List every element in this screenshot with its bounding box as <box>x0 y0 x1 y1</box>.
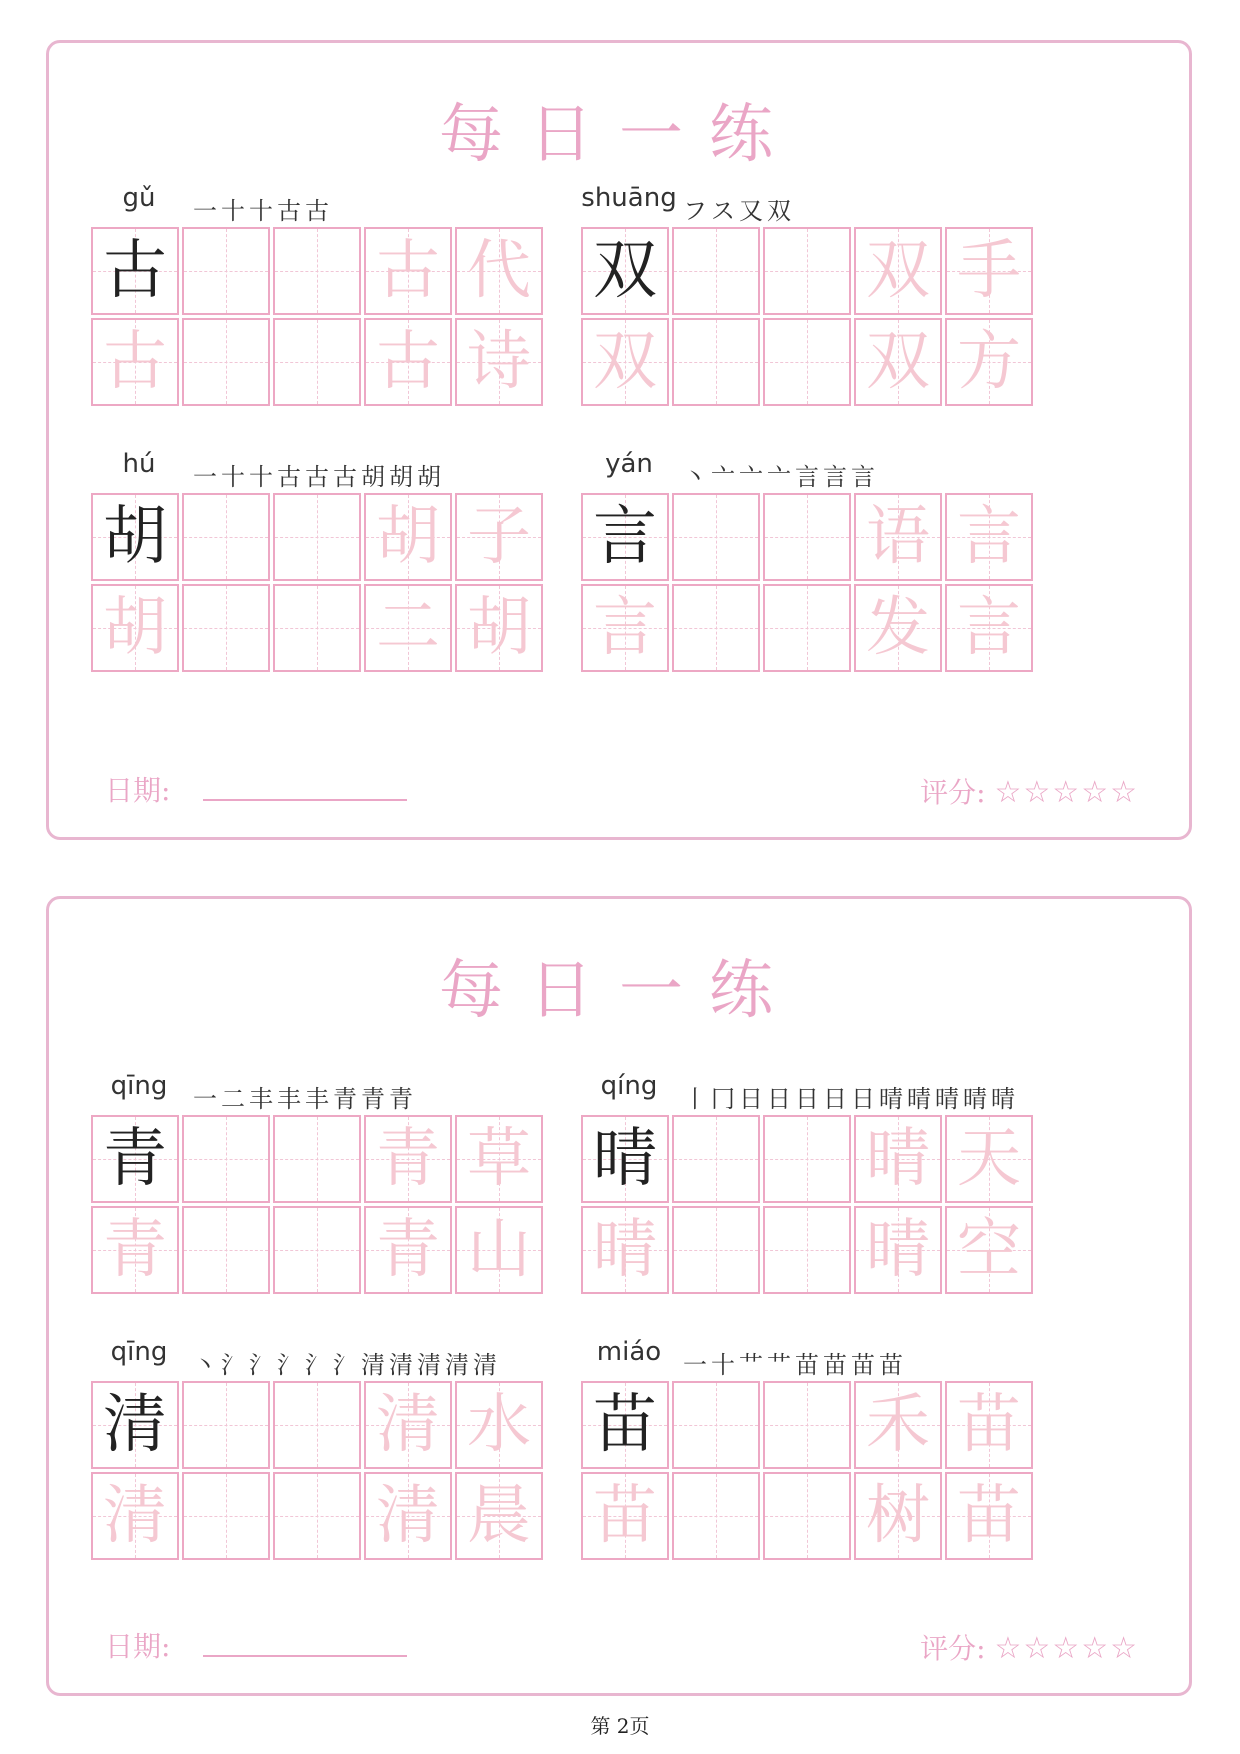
trace-cell[interactable] <box>364 318 452 406</box>
stroke-step: 一 <box>193 1085 217 1113</box>
blank-practice-cell[interactable] <box>182 584 270 672</box>
pinyin-label: gǔ <box>122 183 156 213</box>
character-block <box>581 1071 1077 1311</box>
trace-character: 清 <box>376 1479 440 1553</box>
trace-cell[interactable] <box>854 227 942 315</box>
trace-character: 胡 <box>103 591 167 665</box>
stroke-order <box>193 1345 501 1380</box>
stroke-step: 二 <box>221 1085 245 1113</box>
trace-cell[interactable] <box>455 1472 543 1560</box>
trace-character: 苗 <box>957 1479 1021 1553</box>
star-rating[interactable]: ☆☆☆☆☆ <box>994 775 1139 810</box>
trace-character: 山 <box>467 1213 531 1287</box>
stroke-step: 双 <box>767 197 791 225</box>
trace-character: 言 <box>957 500 1021 574</box>
stroke-step: 胡 <box>361 463 385 491</box>
trace-cell[interactable] <box>945 1115 1033 1203</box>
score-area <box>920 771 1139 811</box>
trace-cell[interactable] <box>945 493 1033 581</box>
blank-practice-cell[interactable] <box>182 318 270 406</box>
trace-character: 发 <box>866 591 930 665</box>
trace-cell[interactable] <box>581 318 669 406</box>
stroke-step: 十 <box>711 1351 735 1379</box>
trace-cell[interactable] <box>364 584 452 672</box>
stroke-step: 亠 <box>767 463 791 491</box>
blank-practice-cell[interactable] <box>273 318 361 406</box>
stroke-step: 丶 <box>193 1351 217 1379</box>
stroke-step: 氵 <box>305 1351 329 1379</box>
stroke-step: 氵 <box>333 1351 357 1379</box>
stroke-step: 古 <box>277 463 301 491</box>
trace-character: 禾 <box>866 1388 930 1462</box>
trace-cell[interactable] <box>455 1381 543 1469</box>
blank-practice-cell[interactable] <box>672 227 760 315</box>
character-block <box>91 1071 587 1311</box>
trace-character: 胡 <box>467 591 531 665</box>
stroke-step: 氵 <box>249 1351 273 1379</box>
blank-practice-cell[interactable] <box>273 1115 361 1203</box>
trace-cell[interactable] <box>945 1381 1033 1469</box>
character-block <box>91 1337 587 1577</box>
blank-practice-cell[interactable] <box>273 1206 361 1294</box>
model-character: 双 <box>593 234 657 308</box>
stroke-step: 十 <box>221 463 245 491</box>
trace-character: 晨 <box>467 1479 531 1553</box>
stroke-step: 日 <box>823 1085 847 1113</box>
stroke-step: 丶 <box>683 463 707 491</box>
stroke-step: 言 <box>823 463 847 491</box>
trace-cell[interactable] <box>945 1472 1033 1560</box>
trace-cell[interactable] <box>455 1206 543 1294</box>
trace-character: 方 <box>957 325 1021 399</box>
trace-character: 古 <box>103 325 167 399</box>
stroke-step: 亠 <box>739 463 763 491</box>
trace-character: 诗 <box>467 325 531 399</box>
model-character: 胡 <box>103 500 167 574</box>
model-character-cell[interactable] <box>91 1381 179 1469</box>
trace-character: 晴 <box>866 1122 930 1196</box>
trace-cell[interactable] <box>455 1115 543 1203</box>
trace-cell[interactable] <box>364 1472 452 1560</box>
stroke-order <box>683 1345 907 1380</box>
blank-practice-cell[interactable] <box>763 227 851 315</box>
blank-practice-cell[interactable] <box>182 1206 270 1294</box>
practice-card <box>46 896 1192 1696</box>
stroke-step: 清 <box>473 1351 497 1379</box>
stroke-step: 冂 <box>711 1085 735 1113</box>
blank-practice-cell[interactable] <box>672 318 760 406</box>
trace-cell[interactable] <box>854 1472 942 1560</box>
star-rating[interactable]: ☆☆☆☆☆ <box>994 1631 1139 1666</box>
trace-cell[interactable] <box>581 1472 669 1560</box>
stroke-step: 言 <box>795 463 819 491</box>
trace-character: 双 <box>866 325 930 399</box>
trace-cell[interactable] <box>364 227 452 315</box>
stroke-step: 日 <box>739 1085 763 1113</box>
stroke-step: 言 <box>851 463 875 491</box>
trace-character: 树 <box>866 1479 930 1553</box>
blank-practice-cell[interactable] <box>672 1472 760 1560</box>
trace-character: 天 <box>957 1122 1021 1196</box>
trace-character: 双 <box>593 325 657 399</box>
trace-character: 晴 <box>866 1213 930 1287</box>
stroke-step: 艹 <box>767 1351 791 1379</box>
stroke-step: 苗 <box>823 1351 847 1379</box>
stroke-step: ス <box>711 197 735 225</box>
trace-cell[interactable] <box>91 318 179 406</box>
stroke-step: 十 <box>249 463 273 491</box>
blank-practice-cell[interactable] <box>763 584 851 672</box>
date-input-line[interactable] <box>203 1655 407 1657</box>
trace-cell[interactable] <box>581 584 669 672</box>
pinyin-label: miáo <box>596 1337 662 1367</box>
stroke-step: 青 <box>361 1085 385 1113</box>
trace-character: 代 <box>467 234 531 308</box>
stroke-step: 氵 <box>277 1351 301 1379</box>
model-character: 晴 <box>593 1122 657 1196</box>
pinyin-label: yán <box>605 449 653 479</box>
blank-practice-cell[interactable] <box>182 1115 270 1203</box>
stroke-step: 晴 <box>907 1085 931 1113</box>
trace-character: 子 <box>467 500 531 574</box>
stroke-order <box>193 1079 417 1114</box>
trace-character: 古 <box>376 325 440 399</box>
model-character-cell[interactable] <box>581 1115 669 1203</box>
model-character: 清 <box>103 1388 167 1462</box>
trace-character: 言 <box>593 591 657 665</box>
blank-practice-cell[interactable] <box>273 1381 361 1469</box>
trace-character: 语 <box>866 500 930 574</box>
trace-character: 清 <box>103 1479 167 1553</box>
trace-cell[interactable] <box>364 1115 452 1203</box>
blank-practice-cell[interactable] <box>672 584 760 672</box>
trace-cell[interactable] <box>455 493 543 581</box>
trace-cell[interactable] <box>455 227 543 315</box>
score-label: 评分: <box>920 776 986 809</box>
trace-character: 草 <box>467 1122 531 1196</box>
stroke-step: 古 <box>305 197 329 225</box>
trace-cell[interactable] <box>945 1206 1033 1294</box>
trace-cell[interactable] <box>91 584 179 672</box>
blank-practice-cell[interactable] <box>672 493 760 581</box>
blank-practice-cell[interactable] <box>273 227 361 315</box>
card-title: 每日一练 <box>439 98 799 172</box>
stroke-step: 青 <box>389 1085 413 1113</box>
blank-practice-cell[interactable] <box>273 584 361 672</box>
blank-practice-cell[interactable] <box>763 1381 851 1469</box>
blank-practice-cell[interactable] <box>273 1472 361 1560</box>
blank-practice-cell[interactable] <box>182 227 270 315</box>
pinyin-label: qíng <box>600 1071 658 1101</box>
stroke-step: 丨 <box>683 1085 707 1113</box>
character-block <box>91 449 587 689</box>
trace-cell[interactable] <box>945 318 1033 406</box>
blank-practice-cell[interactable] <box>672 1115 760 1203</box>
blank-practice-cell[interactable] <box>763 1472 851 1560</box>
date-input-line[interactable] <box>203 799 407 801</box>
blank-practice-cell[interactable] <box>763 1115 851 1203</box>
stroke-step: 胡 <box>389 463 413 491</box>
trace-cell[interactable] <box>854 1206 942 1294</box>
stroke-order <box>683 191 795 226</box>
trace-character: 二 <box>376 591 440 665</box>
pinyin-label: hú <box>122 449 156 479</box>
blank-practice-cell[interactable] <box>182 1381 270 1469</box>
trace-cell[interactable] <box>854 1115 942 1203</box>
card-title: 每日一练 <box>439 954 799 1028</box>
stroke-step: 古 <box>277 197 301 225</box>
trace-cell[interactable] <box>91 1206 179 1294</box>
trace-cell[interactable] <box>455 584 543 672</box>
blank-practice-cell[interactable] <box>273 493 361 581</box>
model-character-cell[interactable] <box>581 493 669 581</box>
stroke-step: 丰 <box>277 1085 301 1113</box>
date-label: 日期: <box>105 1630 171 1663</box>
stroke-step: 十 <box>249 197 273 225</box>
stroke-step: 一 <box>193 197 217 225</box>
trace-character: 胡 <box>376 500 440 574</box>
character-block <box>581 183 1077 423</box>
model-character: 言 <box>593 500 657 574</box>
blank-practice-cell[interactable] <box>763 1206 851 1294</box>
blank-practice-cell[interactable] <box>763 493 851 581</box>
stroke-step: 青 <box>333 1085 357 1113</box>
stroke-order <box>683 457 879 492</box>
stroke-step: 晴 <box>935 1085 959 1113</box>
trace-cell[interactable] <box>945 227 1033 315</box>
pinyin-label: qīng <box>110 1337 168 1367</box>
stroke-step: 古 <box>305 463 329 491</box>
stroke-step: 艹 <box>739 1351 763 1379</box>
trace-character: 清 <box>376 1388 440 1462</box>
score-label: 评分: <box>920 1632 986 1665</box>
stroke-step: 晴 <box>963 1085 987 1113</box>
trace-cell[interactable] <box>581 1206 669 1294</box>
stroke-step: 丰 <box>305 1085 329 1113</box>
character-block <box>91 183 587 423</box>
stroke-step: 一 <box>683 1351 707 1379</box>
stroke-step: 一 <box>193 463 217 491</box>
stroke-step: 丰 <box>249 1085 273 1113</box>
model-character: 古 <box>103 234 167 308</box>
model-character-cell[interactable] <box>91 493 179 581</box>
trace-character: 晴 <box>593 1213 657 1287</box>
trace-character: 言 <box>957 591 1021 665</box>
blank-practice-cell[interactable] <box>182 1472 270 1560</box>
stroke-step: 清 <box>389 1351 413 1379</box>
trace-character: 青 <box>376 1122 440 1196</box>
trace-character: 苗 <box>593 1479 657 1553</box>
stroke-step: 亠 <box>711 463 735 491</box>
trace-character: 青 <box>376 1213 440 1287</box>
trace-character: 空 <box>957 1213 1021 1287</box>
trace-character: 苗 <box>957 1388 1021 1462</box>
stroke-step: 清 <box>361 1351 385 1379</box>
trace-character: 手 <box>957 234 1021 308</box>
stroke-step: 清 <box>417 1351 441 1379</box>
trace-cell[interactable] <box>854 318 942 406</box>
stroke-step: 日 <box>795 1085 819 1113</box>
date-label: 日期: <box>105 774 171 807</box>
trace-cell[interactable] <box>364 493 452 581</box>
blank-practice-cell[interactable] <box>672 1381 760 1469</box>
trace-cell[interactable] <box>91 1472 179 1560</box>
stroke-order <box>193 457 445 492</box>
stroke-step: 十 <box>221 197 245 225</box>
stroke-step: 晴 <box>991 1085 1015 1113</box>
trace-cell[interactable] <box>364 1381 452 1469</box>
trace-character: 水 <box>467 1388 531 1462</box>
character-block <box>581 1337 1077 1577</box>
stroke-step: 胡 <box>417 463 441 491</box>
stroke-order <box>193 191 333 226</box>
stroke-step: 古 <box>333 463 357 491</box>
blank-practice-cell[interactable] <box>763 318 851 406</box>
model-character: 苗 <box>593 1388 657 1462</box>
trace-character: 古 <box>376 234 440 308</box>
stroke-step: 日 <box>767 1085 791 1113</box>
stroke-step: 晴 <box>879 1085 903 1113</box>
stroke-step: 日 <box>851 1085 875 1113</box>
trace-cell[interactable] <box>854 493 942 581</box>
stroke-step: 苗 <box>879 1351 903 1379</box>
trace-cell[interactable] <box>455 318 543 406</box>
model-character-cell[interactable] <box>581 227 669 315</box>
practice-card <box>46 40 1192 840</box>
stroke-order <box>683 1079 1019 1114</box>
stroke-step: 清 <box>445 1351 469 1379</box>
blank-practice-cell[interactable] <box>182 493 270 581</box>
pinyin-label: shuāng <box>581 183 677 213</box>
trace-character: 双 <box>866 234 930 308</box>
trace-cell[interactable] <box>364 1206 452 1294</box>
stroke-step: 苗 <box>795 1351 819 1379</box>
trace-character: 青 <box>103 1213 167 1287</box>
pinyin-label: qīng <box>110 1071 168 1101</box>
trace-cell[interactable] <box>854 584 942 672</box>
stroke-step: フ <box>683 197 707 225</box>
score-area <box>920 1627 1139 1667</box>
trace-cell[interactable] <box>945 584 1033 672</box>
model-character-cell[interactable] <box>91 1115 179 1203</box>
trace-cell[interactable] <box>854 1381 942 1469</box>
stroke-step: 苗 <box>851 1351 875 1379</box>
stroke-step: 又 <box>739 197 763 225</box>
blank-practice-cell[interactable] <box>672 1206 760 1294</box>
model-character-cell[interactable] <box>581 1381 669 1469</box>
page-number: 第 2页 <box>590 1714 650 1738</box>
character-block <box>581 449 1077 689</box>
model-character-cell[interactable] <box>91 227 179 315</box>
stroke-step: 氵 <box>221 1351 245 1379</box>
model-character: 青 <box>103 1122 167 1196</box>
